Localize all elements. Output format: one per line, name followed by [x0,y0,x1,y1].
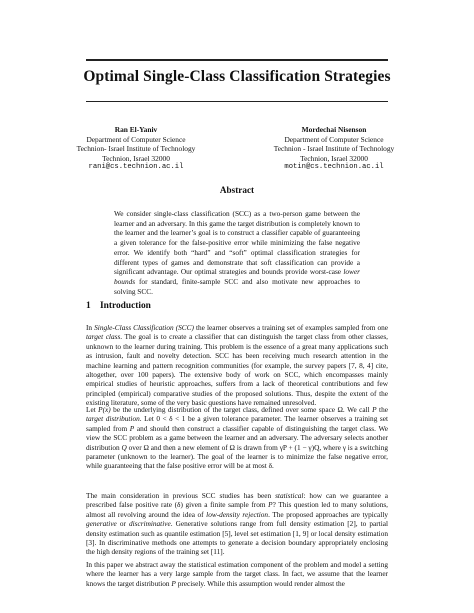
text-segment: In this paper we abstract away the statistical estimation component of the problem and model a setting where the learner has a very large sample from the target class. In fact, we assume that the learner knows the target distribution [86,560,388,588]
text-segment: . The goal is to create a classifier that can distinguish the target class from other classes, unknown to the learner during training. This problem is the essence of a great many applications such as intrusion, fault and novelty detection. SCC has been receiving much research attention in the machine learning and pattern recognition communities (for example, the survey papers [7, 8, 4] cite, altogether, over 100 papers). The extensive body of work on SCC, which encompasses mainly empirical studies of heuristic approaches, suffers from a lack of theoretical contributions and few principled (empirical) comparative studies of the proposed solutions. Thus, despite the extent of the existing literature, some of the very basic questions have remained unresolved. [86,332,388,408]
text-segment: over Ω and then a new element of Ω is drawn from γP + (1 − γ)Q, where γ is a switching parameter (unknown to the learner). The goal of the learner is to minimize the false negative error, while guaranteeing that the false positive error will be at most δ. [86,442,388,471]
math-text: Q [121,442,127,452]
title-bottom-rule [86,101,388,102]
text-segment: precisely. While this assumption would render almost the [175,578,345,588]
author-city: Technion, Israel 32000 [300,153,368,163]
text-segment: . Generative solutions range from full density estimation [2], to partial density estimation such as quantile estimation [5], level set estimation [1, 9] or local density estimation [3]. In discriminative methods one attempts to generate a decision boundary appropriately enclosing the high density regions of the training set [11]. [86,519,388,557]
abstract-emphasis: lower bounds [114,267,360,286]
text-segment: or [116,519,129,529]
text-segment: The main consideration in previous SCC studies has been [86,491,276,500]
emphasis-text: Single-Class Classification (SCC) [94,323,194,332]
emphasis-text: generative [86,519,117,529]
emphasis-text: statistical [275,491,304,500]
section-title: Introduction [100,301,151,311]
emphasis-text: low-density rejection [206,509,269,519]
title-top-rule [86,59,388,61]
author-email: motin@cs.technion.ac.il [284,163,384,172]
text-segment: be the underlying distribution of the target class, defined over some space Ω. We call [110,405,373,414]
body-paragraph [86,323,388,408]
emphasis-text: discriminative [128,519,171,529]
text-segment: and should then construct a classifier capable of distinguishing the target class. We view the SCC problem as a game between the learner and an adversary. The adversary selects another distribution [86,423,389,452]
math-text: P [372,405,377,414]
author-name: Mordechai Nisenson [301,125,367,134]
emphasis-text: target class [86,332,121,342]
text-segment: : how can we guarantee a prescribed false positive rate (δ) given a finite sample from [86,491,388,510]
author-institution: Technion- Israel Institute of Technology [76,144,196,154]
abstract-text [114,209,360,296]
math-text: P [268,500,273,510]
math-text: P(x) [98,405,111,414]
author-institution: Technion - Israel Institute of Technology [273,144,395,154]
author-email: rani@cs.technion.ac.il [88,163,184,172]
text-segment: . The proposed approaches are typically [268,509,388,519]
text-segment: the learner observes a training set of examples sampled from one [193,323,388,332]
text-segment: the [376,405,388,414]
text-segment: ? This question led to many solutions, almost all revolving around the idea of [86,500,389,519]
abstract-heading: Abstract [219,185,255,195]
abstract-segment: We consider single-class classification (SCC) as a two-person game between the learner and an adversary. In this game the target distribution is completely known to the learner and the learner’s goal is to construct a classifier capable of guaranteeing a given tolerance for the false-positive error while minimizing the false negative error. We identify both “hard” and “soft” optimal classification strategies for different types of games and demonstrate that soft classification can provide a significant advantage. Our optimal strategies and bounds provide worst-case [114,209,360,277]
author-city: Technion, Israel 32000 [102,153,170,163]
paper-title: Optimal Single-Class Classification Strategies [83,68,391,85]
author-name: Ran El-Yaniv [114,125,158,134]
emphasis-text: target distribution [86,414,140,424]
author-block-1 [51,125,221,173]
text-segment: Let [86,405,99,414]
math-text: P [171,578,176,588]
body-paragraph [86,405,388,471]
author-department: Department of Computer Science [284,134,384,144]
body-paragraph [86,560,388,588]
author-block-2 [249,125,419,173]
math-text: P [129,423,135,433]
section-number: 1 [86,301,91,311]
abstract-segment: for standard, finite-sample SCC and also motivate new approaches to solving SCC. [114,276,360,296]
body-paragraph [86,491,388,557]
text-segment: . Let 0 < δ < 1 be a given tolerance parameter. The learner observes a training set sampled from [86,414,388,433]
text-segment: In [86,323,95,332]
section-heading [86,301,151,311]
author-department: Department of Computer Science [86,134,186,144]
